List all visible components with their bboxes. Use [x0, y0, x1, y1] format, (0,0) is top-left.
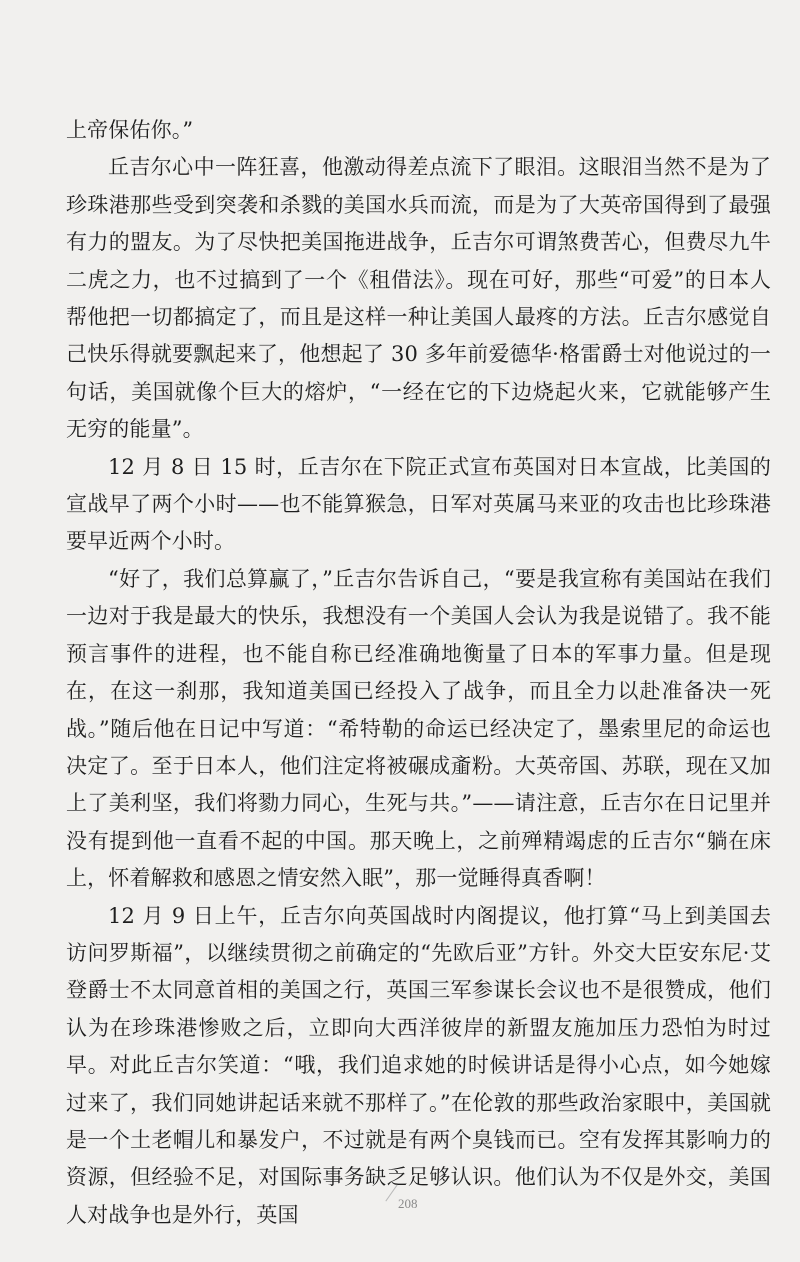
paragraph-churchill-joy: 丘吉尔心中一阵狂喜，他激动得差点流下了眼泪。这眼泪当然不是为了珍珠港那些受到突袭和杀戮的美国水兵而流，而是为了大英帝国得到了最强有力的盟友。为了尽快把美国拖进战争，丘吉尔可谓煞费苦心，但费尽九牛二虎之力，也不过搞到了一个《租借法》。现在可好，那些“可爱”的日本人帮他把一切都搞定了，而且是这样一种让美国人最疼的方法。丘吉尔感觉自己快乐得就要飘起来了，他想起了 30 多年前爱德华·格雷爵士对他说过的一句话，美国就像个巨大的熔炉，“一经在它的下边烧起火来，它就能够产生无穷的能量”。: [66, 155, 771, 442]
paragraph-visit-roosevelt: 12 月 9 日上午，丘吉尔向英国战时内阁提议，他打算“马上到美国去访问罗斯福”，以继续贯彻之前确定的“先欧后亚”方针。外交大臣安东尼·艾登爵士不太同意首相的美国之行，英国三军参谋长会议也不是很赞成，他们认为在珍珠港惨败之后，立即向大西洋彼岸的新盟友施加压力恐怕为时过早。对此丘吉尔笑道：“哦，我们追求她的时候讲话是得小心点，如今她嫁过来了，我们同她讲起话来就不那样了。”在伦敦的那些政治家眼中，美国就是一个土老帽儿和暴发户，不过就是有两个臭钱而已。空有发挥其影响力的资源，但经验不足，对国际事务缺乏足够认识。他们认为不仅是外交，美国人对战争也是外行，英国: [66, 903, 771, 1227]
paragraph-declaration-of-war: 12 月 8 日 15 时，丘吉尔在下院正式宣布英国对日本宣战，比美国的宣战早了两个小时——也不能算猴急，日军对英属马来亚的攻击也比珍珠港要早近两个小时。: [66, 454, 771, 554]
body-text: [66, 112, 771, 1234]
paragraph-continuation: 上帝保佑你。”: [66, 118, 194, 142]
page-number: 208: [398, 1196, 418, 1211]
paragraph-we-have-won: “好了，我们总算赢了，”丘吉尔告诉自己，“要是我宣称有美国站在我们一边对于我是最大的快乐，我想没有一个美国人会认为我是说错了。我不能预言事件的进程，也不能自称已经准确地衡量了日本的军事力量。但是现在，在这一刹那，我知道美国已经投入了战争，而且全力以赴准备决一死战。”随后他在日记中写道：“希特勒的命运已经决定了，墨索里尼的命运也决定了。至于日本人，他们注定将被碾成齑粉。大英帝国、苏联，现在又加上了美利坚，我们将勠力同心，生死与共。”——请注意，丘吉尔在日记里并没有提到他一直看不起的中国。那天晚上，之前殚精竭虑的丘吉尔“躺在床上，怀着解救和感恩之情安然入眠”，那一觉睡得真香啊！: [66, 566, 771, 891]
